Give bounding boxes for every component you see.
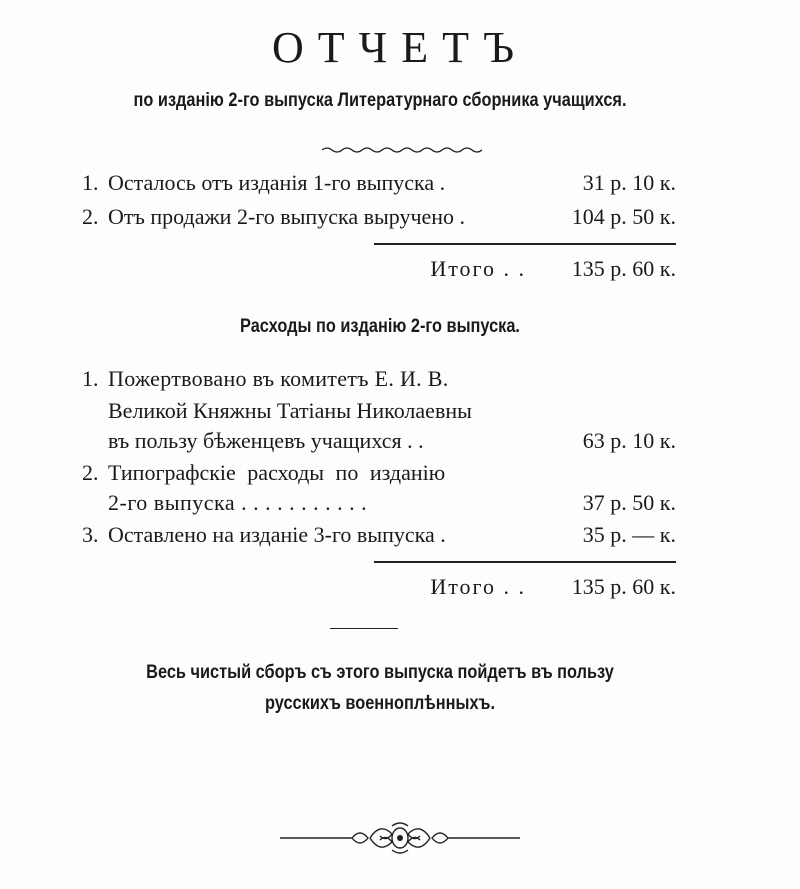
- income-row-text: Отъ продажи 2-го выпуска выручено .: [108, 204, 466, 229]
- footnote-line: русскихъ военноплѣнныхъ.: [265, 693, 495, 714]
- expenses-total-amount: 135 р. 60 к.: [571, 574, 676, 599]
- page-subtitle: по изданію 2-го выпуска Литературнаго сборника учащихся.: [133, 90, 627, 111]
- expenses-total-label: Итого . .: [430, 574, 526, 599]
- footnote-line: Весь чистый сборъ съ этого выпуска пойдетъ въ пользу: [146, 662, 614, 683]
- expense-row-number: 1.: [82, 366, 99, 391]
- income-row-amount: 104 р. 50 к.: [571, 204, 676, 229]
- expense-row-amount: 35 р. — к.: [582, 522, 676, 547]
- total-rule: [374, 243, 676, 245]
- expense-row-line: Типографскіе расходы по изданію: [108, 460, 446, 485]
- income-total-label: Итого . .: [430, 256, 526, 281]
- income-row-number: 1.: [82, 170, 99, 195]
- expense-row-amount: 63 р. 10 к.: [582, 428, 676, 453]
- ornament-icon: [280, 820, 520, 856]
- income-total-amount: 135 р. 60 к.: [571, 256, 676, 281]
- income-row-amount: 31 р. 10 к.: [582, 170, 676, 195]
- income-row-number: 2.: [82, 204, 99, 229]
- total-rule: [374, 561, 676, 563]
- expense-row-number: 3.: [82, 522, 99, 547]
- expenses-heading: Расходы по изданію 2-го выпуска.: [240, 316, 520, 337]
- income-row-text: Осталось отъ изданія 1-го выпуска .: [108, 170, 446, 195]
- expense-row-line: въ пользу бѣженцевъ учащихся . .: [108, 428, 424, 453]
- expense-row-line: Великой Княжны Татіаны Николаевны: [108, 398, 472, 423]
- expense-row-line: 2-го выпуска . . . . . . . . . . .: [108, 490, 368, 515]
- expense-row-amount: 37 р. 50 к.: [582, 490, 676, 515]
- wavy-divider: [322, 146, 482, 154]
- expense-row-number: 2.: [82, 460, 99, 485]
- page-title: ОТЧЕТЪ: [271, 23, 529, 72]
- expense-row-line: Пожертвовано въ комитетъ Е. И. В.: [108, 366, 449, 391]
- expense-row-line: Оставлено на изданіе 3-го выпуска .: [108, 522, 446, 547]
- short-divider: [330, 628, 398, 629]
